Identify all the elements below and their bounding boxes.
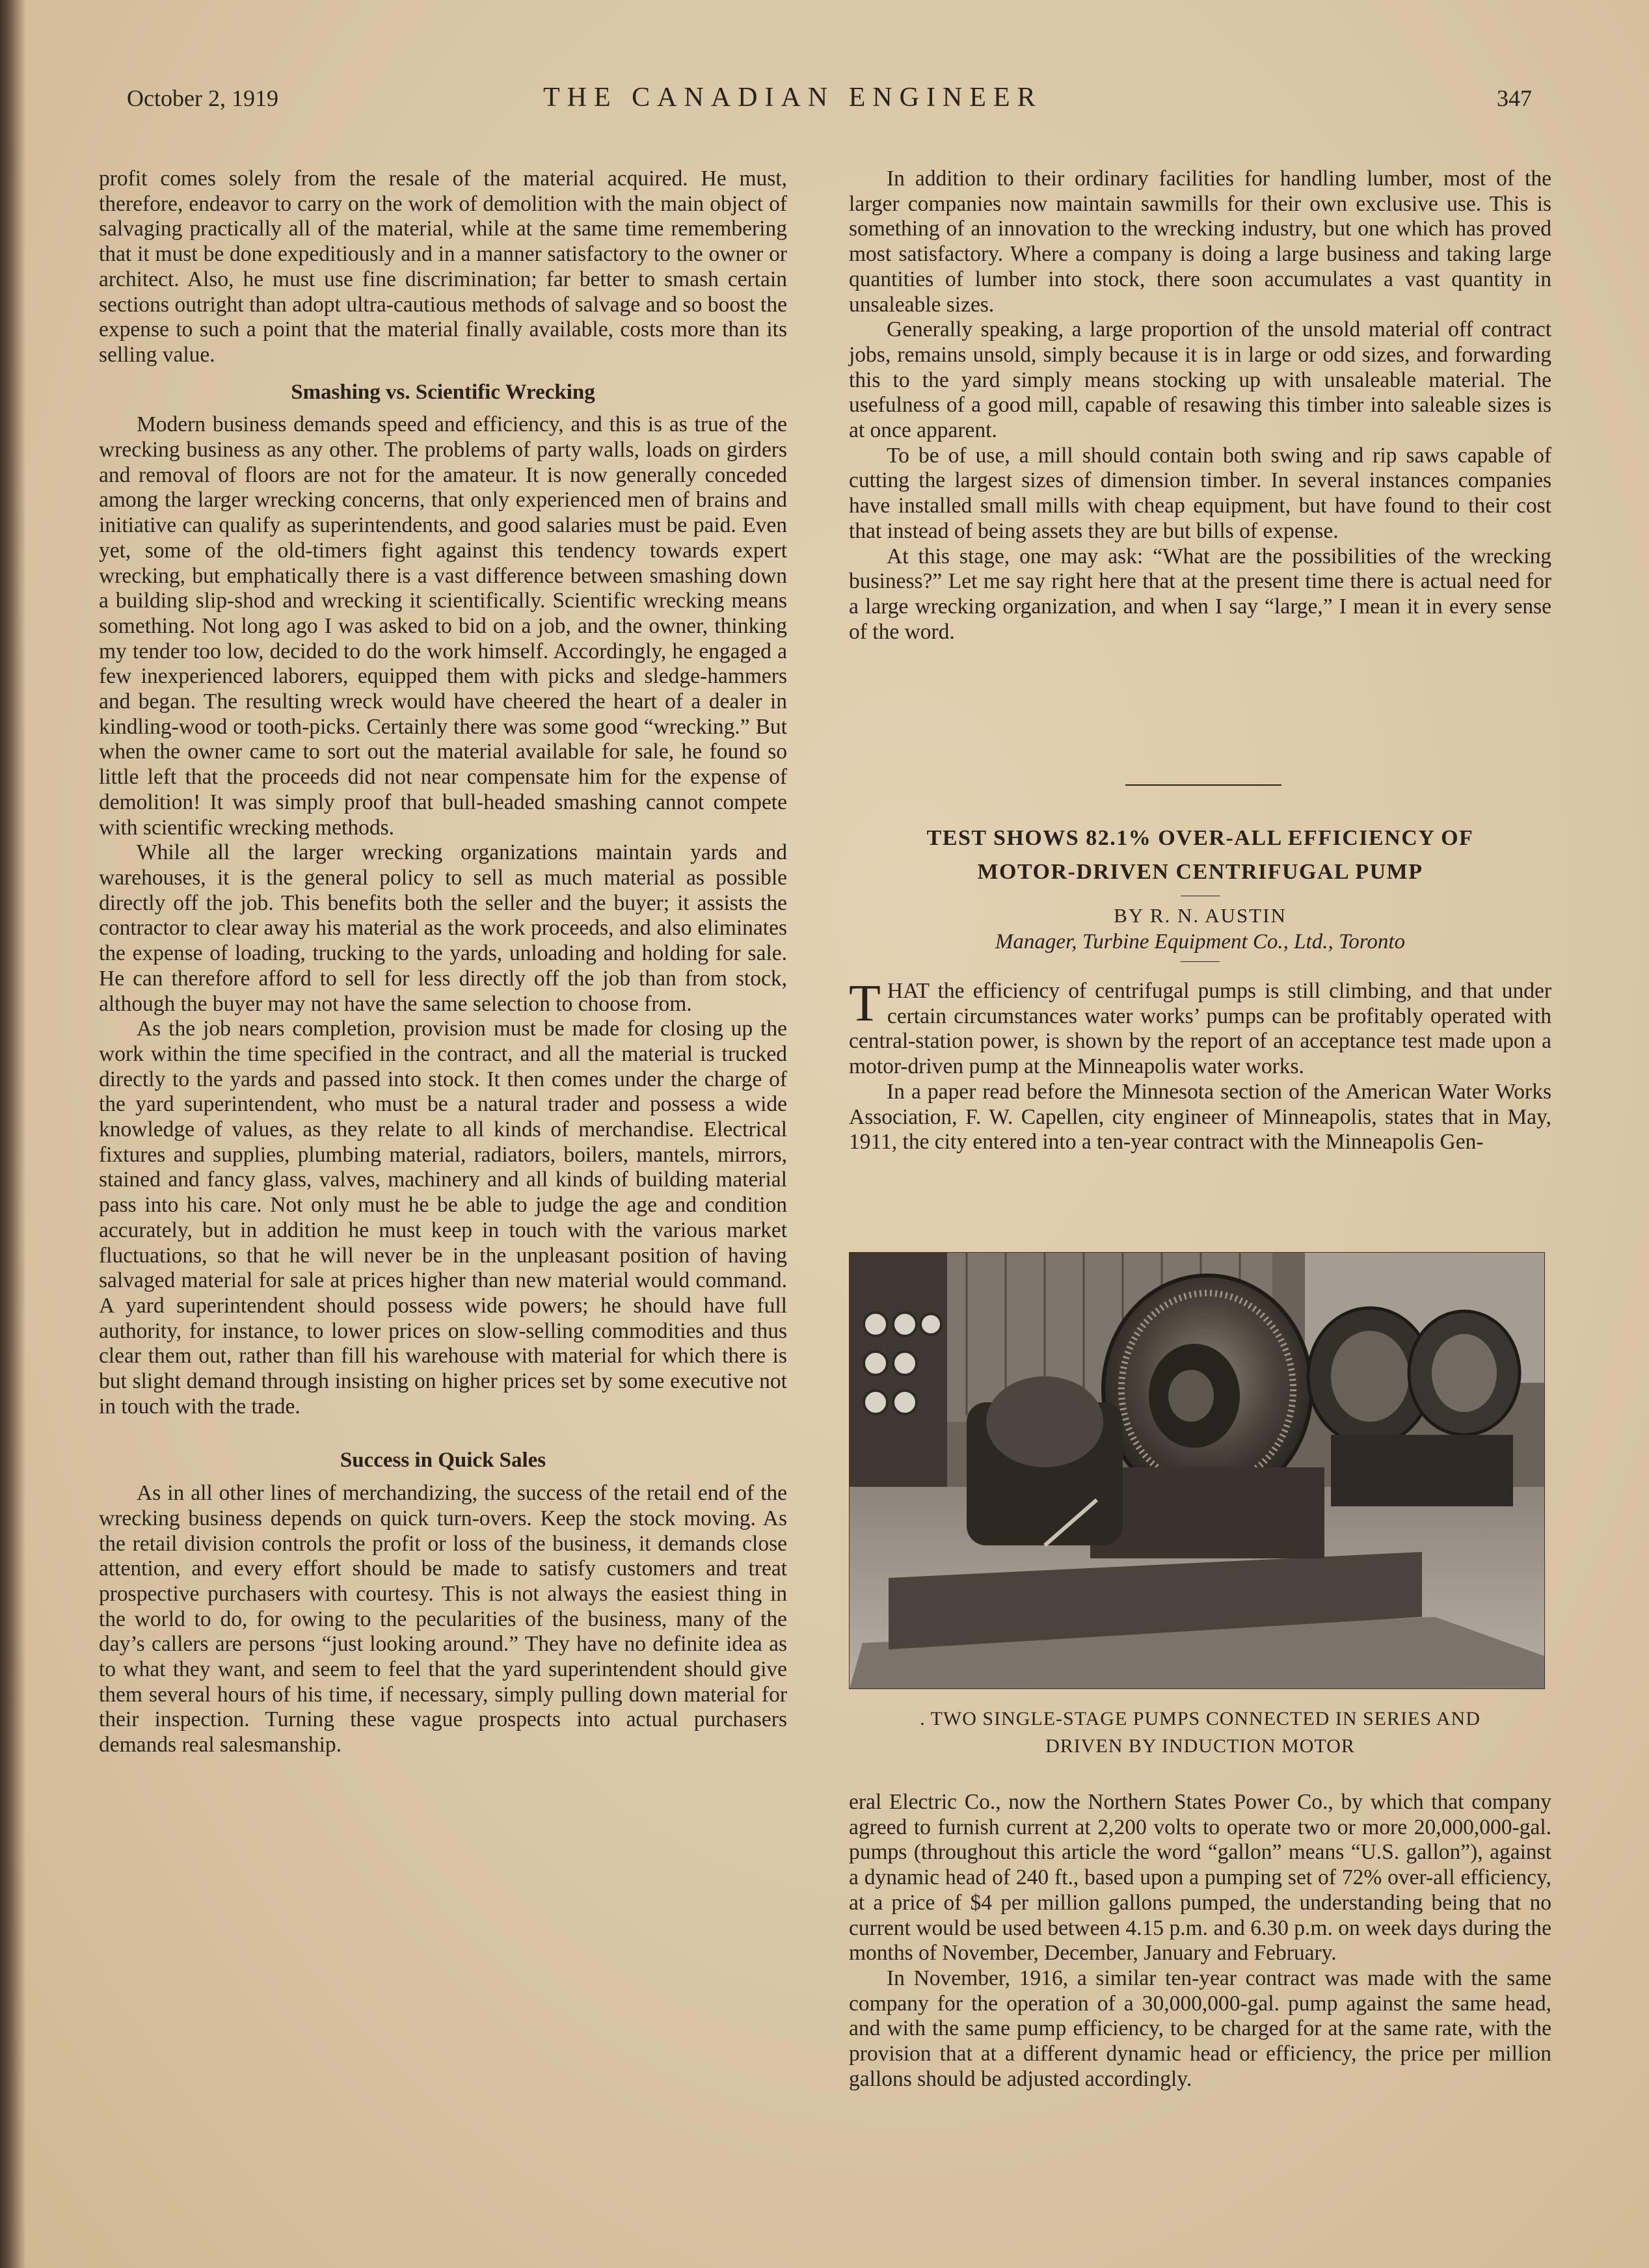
- paragraph: Modern business demands speed and efficiency, and this is as true of the wrecking business as any other. The problems of party walls, loads on girders and removal of floors are not for the amateur. It is now generally conceded among the larger wrecking concerns, that only experienced men of brains and initiative can qualify as superintendents, and good salaries must be paid. Even yet, some of the old-timers fight against this tendency towards expert wrecking, but emphatically there is a vast difference between smashing down a building slip-shod and wrecking it scientifically. Scientific wrecking means something. Not long ago I was asked to bid on a job, and the owner, thinking my tender too low, decided to do the work himself. Accordingly, he engaged a few inexperienced laborers, equipped them with picks and sledge-hammers and began. The resulting wreck would have cheered the heart of a dealer in kindling-wood or tooth-picks. Certainly there was some good “wrecking.” But when the owner came to sort out the material available for sale, he found so little left that the proceeds did not near compensate him for the expense of demolition! It was simply proof that bull-headed smashing cannot compete with scientific wrecking methods.: [99, 412, 787, 840]
- byline: BY R. N. AUSTIN: [1114, 904, 1287, 927]
- paragraph: To be of use, a mill should contain both swing and rip saws capable of cutting the largest sizes of dimension timber. In several instances companies have installed small mills with cheap equipment, but have found to their cost that instead of being assets they are but bills of expense.: [849, 443, 1551, 543]
- photo-caption: [849, 1705, 1551, 1760]
- paragraph: While all the larger wrecking organizations maintain yards and warehouses, it is the general policy to sell as much material as possible directly off the job. This benefits both the seller and the buyer; it assists the contractor to clear away his material as the work proceeds, and also eliminates the expense of loading, trucking to the yards, unloading and holding for sale. He can therefore afford to sell for less directly off the job than from stock, although the buyer may not have the same selection to choose from.: [99, 840, 787, 1016]
- author-affiliation: Manager, Turbine Equipment Co., Ltd., Toronto: [995, 930, 1406, 954]
- article-heading: [849, 821, 1551, 968]
- caption-line-1: . TWO SINGLE-STAGE PUMPS CONNECTED IN SERIES AND: [920, 1708, 1481, 1729]
- pump-photograph: [849, 1252, 1545, 1689]
- paragraph: At this stage, one may ask: “What are the possibilities of the wrecking business?” Let me say right here that at the present time there is actual need for a large wrecking organization, and when I say “large,” I mean it in every sense of the word.: [849, 544, 1551, 644]
- article-title-line-1: TEST SHOWS 82.1% OVER-ALL EFFICIENCY OF: [926, 826, 1474, 850]
- paragraph: [849, 975, 1551, 1080]
- binding-shadow: [0, 0, 26, 2268]
- paragraph: As the job nears completion, provision must be made for closing up the work within the time specified in the contract, and all the material is trucked directly to the yards and passed into stock. It then comes under the charge of the yard superintendent, who must be a natural trader and possess a wide knowledge of values, as they relate to all kinds of merchandise. Electrical fixtures and supplies, plumbing material, radiators, boilers, mantels, mirrors, stained and fancy glass, valves, machinery and all kinds of building material pass into his care. Not only must he be able to judge the age and condition accurately, but in addition he must keep in touch with the various market fluctuations, so that he will never be in the unpleasant position of having salvaged material for sale at prices higher than new material would command. A yard superintendent should possess wide powers; he should have full authority, for instance, to lower prices on slow-selling commodities and thus clear them out, rather than fill his warehouse with material for which there is but slight demand through insisting on higher prices set by some executive not in touch with the trade.: [99, 1017, 787, 1419]
- article-title-line-2: MOTOR-DRIVEN CENTRIFUGAL PUMP: [977, 860, 1423, 884]
- header-date: October 2, 1919: [127, 85, 278, 111]
- paragraph: In November, 1916, a similar ten-year contract was made with the same company for the operation of a 30,000,000-gal. pump against the same head, and with the same pump efficiency, to be charged for at the same rate, with the provision that at a different dynamic head or efficiency, the price per million gallons should be adjusted accordingly.: [849, 1966, 1551, 2091]
- left-column: [99, 167, 787, 1758]
- pump-illustration: [850, 1253, 1544, 1688]
- caption-line-2: DRIVEN BY INDUCTION MOTOR: [1045, 1735, 1355, 1757]
- page-header: [127, 85, 1532, 124]
- section-divider: [1125, 784, 1281, 786]
- page-number: 347: [1497, 85, 1532, 111]
- paragraph: In addition to their ordinary facilities for handling lumber, most of the larger companies now maintain sawmills for their own exclusive use. This is something of an innovation to the wrecking industry, but one which has proved most satisfactory. Where a company is doing a large business and taking large quantities of lumber into stock, there soon accumulates a vast quantity in unsaleable sizes.: [849, 167, 1551, 317]
- paragraph: eral Electric Co., now the Northern States Power Co., by which that company agreed to furnish current at 2,200 volts to operate two or more 20,000,000-gal. pumps (throughout this article the word “gallon” means “U.S. gallon”), against a dynamic head of 240 ft., based upon a pumping set of 72% over-all efficiency, at a price of $4 per million gallons pumped, the understanding being that no current would be used between 4.15 p.m. and 6.30 p.m. on week days during the months of November, December, January and February.: [849, 1790, 1551, 1966]
- intro-text: HAT the efficiency of centrifugal pumps is still climbing, and that under certain circumstances water works’ pumps can be profitably operated with central-station power, is shown by the report of an acceptance test made upon a motor-driven pump at the Minneapolis water works.: [849, 979, 1551, 1079]
- right-column-top: [849, 167, 1551, 645]
- article-intro: [849, 975, 1551, 1155]
- subheading-smashing: Smashing vs. Scientific Wrecking: [291, 380, 595, 404]
- paragraph: Generally speaking, a large proportion of the unsold material off contract jobs, remains unsold, simply because it is in large or odd sizes, and forwarding this to the yard simply means stocking up with unsaleable material. The usefulness of a good mill, capable of resawing this timber into saleable sizes is at once apparent.: [849, 317, 1551, 443]
- byline-rule: [1181, 961, 1220, 962]
- paragraph: profit comes solely from the resale of the material acquired. He must, therefore, endeavor to carry on the work of demolition with the main object of salvaging practically all of the material, while at the same time remembering that it must be done expeditiously and in a manner satisfactory to the owner or architect. Also, he must use fine discrimination; far better to smash certain sections outright than adopt ultra-cautious methods of salvage and so boost the expense to such a point that the material finally available, costs more than its selling value.: [99, 167, 787, 367]
- journal-title: THE CANADIAN ENGINEER: [543, 83, 1043, 113]
- drop-cap: T: [849, 975, 881, 1032]
- paragraph: In a paper read before the Minnesota section of the American Water Works Association, F. W. Capellen, city engineer of Minneapolis, states that in May, 1911, the city entered into a ten-year contract with the Minneapolis Gen-: [849, 1079, 1551, 1154]
- right-column-bottom: [849, 1790, 1551, 2092]
- subheading-quick-sales: Success in Quick Sales: [340, 1448, 546, 1473]
- paragraph: As in all other lines of merchandizing, the success of the retail end of the wrecking business depends on quick turn-overs. Keep the stock moving. As the retail division controls the profit or loss of the business, it demands close attention, and every effort should be made to satisfy customers and treat prospective purchasers with courtesy. This is not always the easiest thing in the world to do, for owing to the pecularities of the business, many of the day’s callers are persons “just looking around.” They have no definite idea as to what they want, and seem to feel that the yard superintendent should give them several hours of his time, if necessary, simply pulling down material for their inspection. Turning these vague prospects into actual purchasers demands real salesmanship.: [99, 1481, 787, 1757]
